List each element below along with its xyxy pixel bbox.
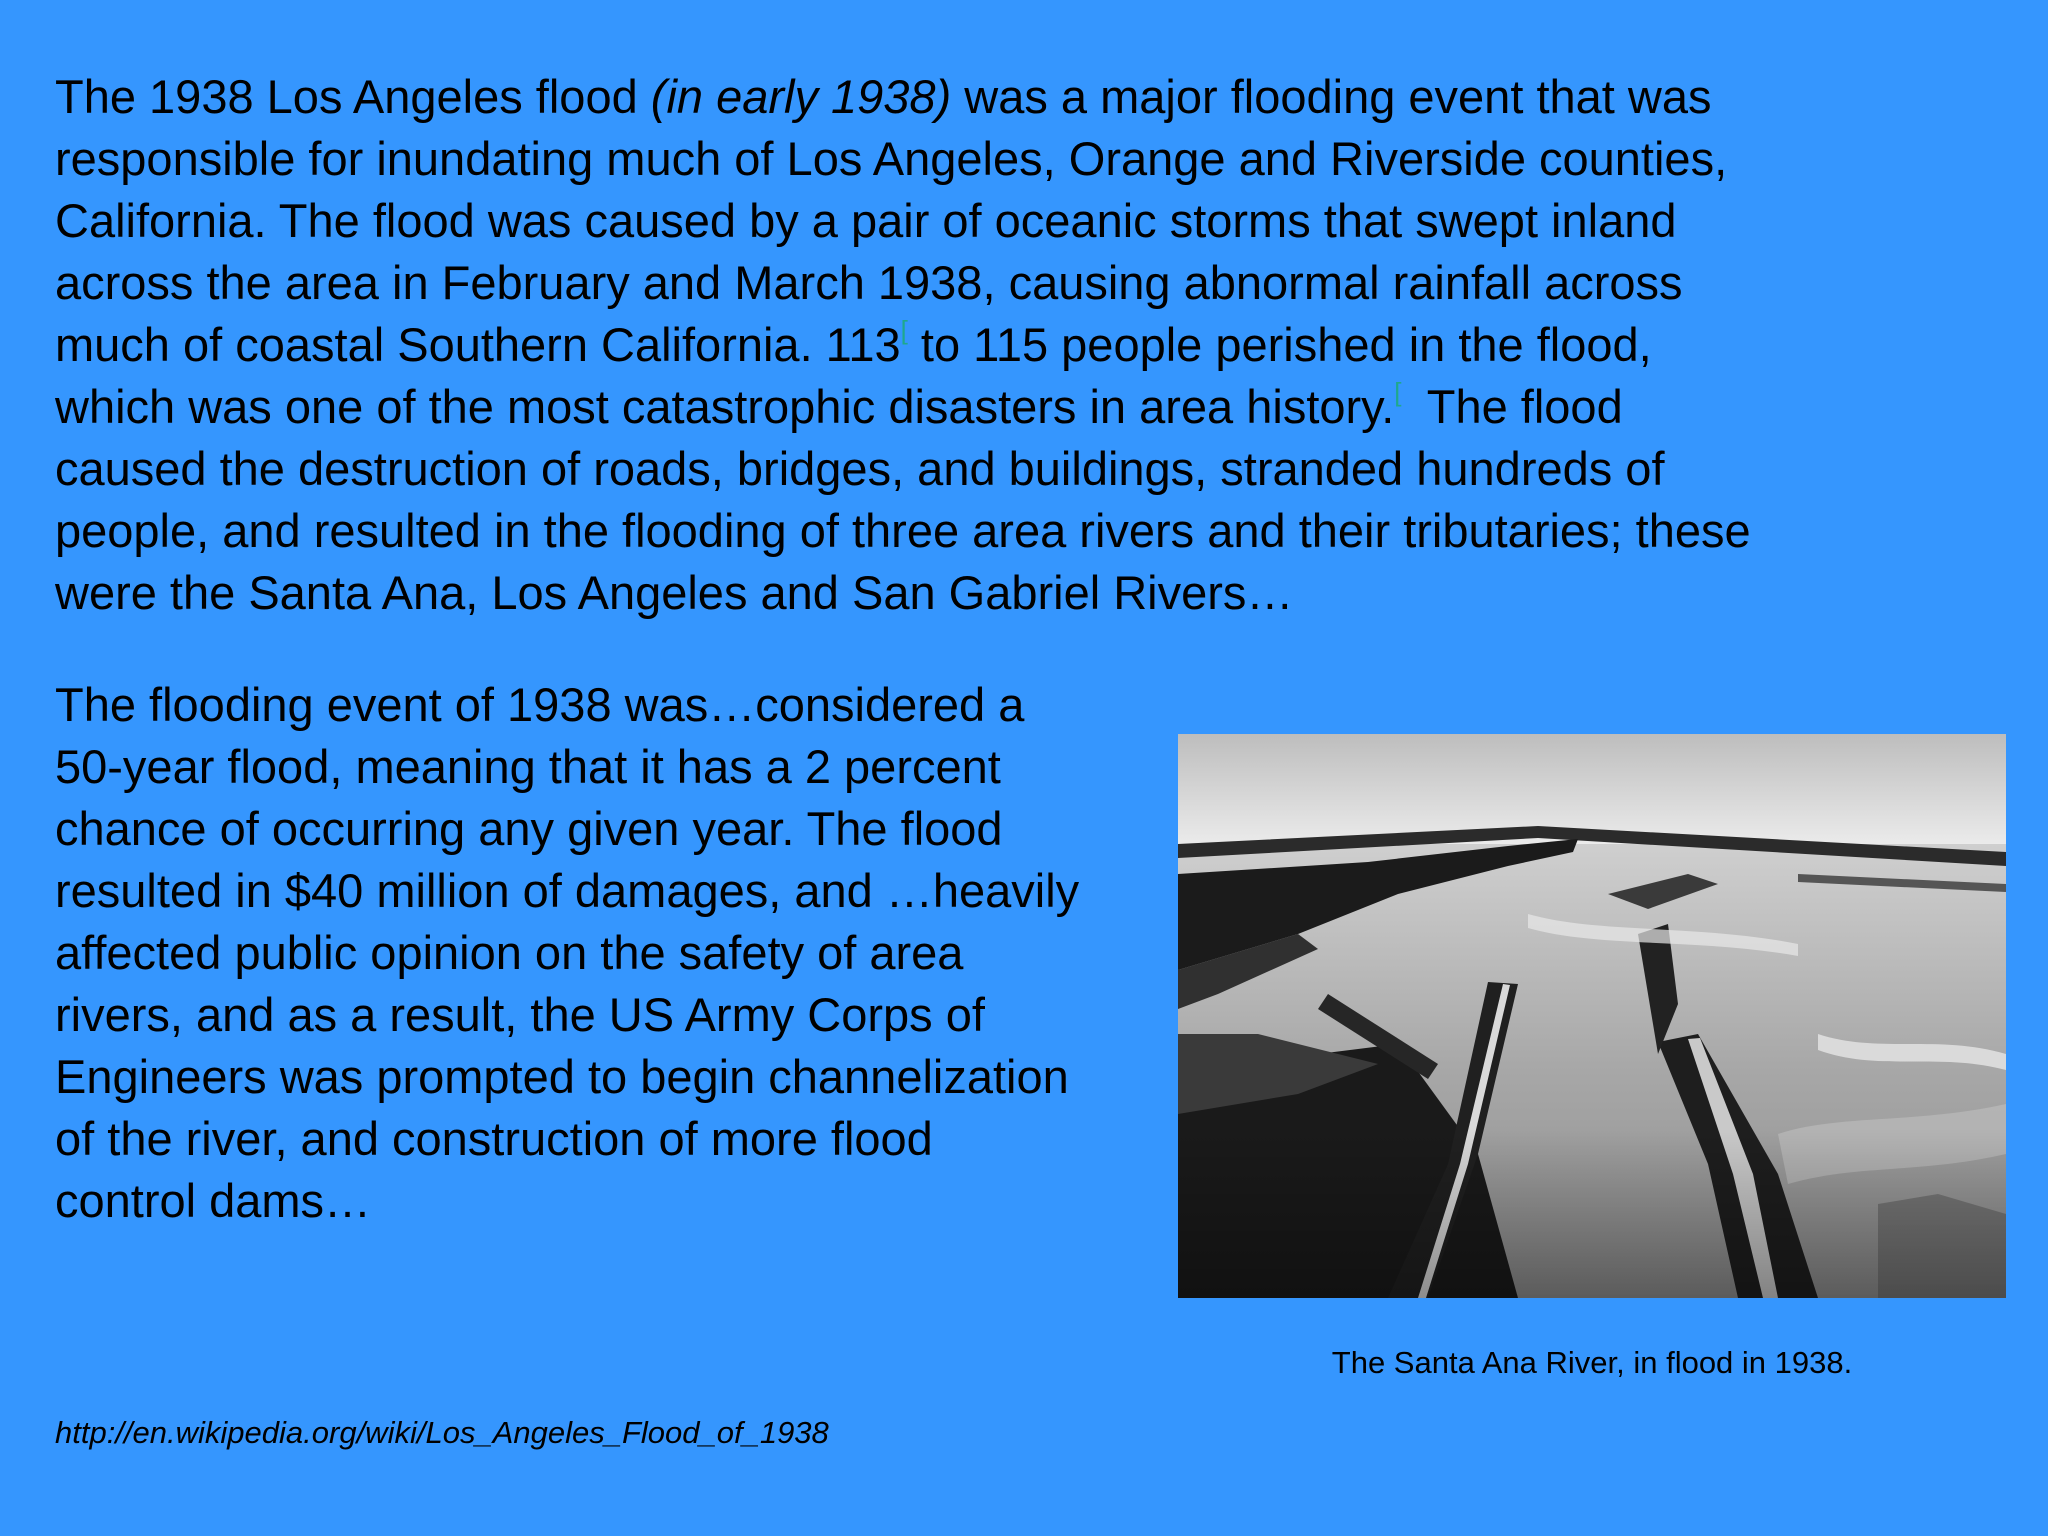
impact-line: of the river, and construction of more flood bbox=[55, 1112, 933, 1165]
flood-photo-illustration bbox=[1178, 734, 2006, 1298]
impact-paragraph bbox=[55, 674, 1079, 1232]
flood-photo bbox=[1178, 734, 2006, 1298]
intro-paragraph bbox=[55, 66, 1751, 624]
intro-line-4: across the area in February and March 1938, causing abnormal rainfall across bbox=[55, 256, 1683, 309]
intro-line-1: The 1938 Los Angeles flood (in early 1938) was a major flooding event that was bbox=[55, 70, 1712, 123]
impact-line: chance of occurring any given year. The flood bbox=[55, 802, 1003, 855]
intro-line-9: were the Santa Ana, Los Angeles and San Gabriel Rivers… bbox=[55, 566, 1294, 619]
photo-caption: The Santa Ana River, in flood in 1938. bbox=[1331, 1345, 1853, 1380]
citation-link-2[interactable]: [ bbox=[1394, 377, 1402, 407]
impact-line: rivers, and as a result, the US Army Corps of bbox=[55, 988, 985, 1041]
impact-line: control dams… bbox=[55, 1174, 372, 1227]
intro-line-3: California. The flood was caused by a pair of oceanic storms that swept inland bbox=[55, 194, 1677, 247]
impact-line: Engineers was prompted to begin channelization bbox=[55, 1050, 1069, 1103]
intro-line-2: responsible for inundating much of Los Angeles, Orange and Riverside counties, bbox=[55, 132, 1728, 185]
citation-link-1[interactable]: [ bbox=[900, 315, 908, 345]
intro-line-6: which was one of the most catastrophic disasters in area history.[ The flood bbox=[55, 377, 1623, 433]
intro-line-8: people, and resulted in the flooding of three area rivers and their tributaries; these bbox=[55, 504, 1751, 557]
impact-line: resulted in $40 million of damages, and …heavily bbox=[55, 864, 1080, 917]
intro-line-7: caused the destruction of roads, bridges, and buildings, stranded hundreds of bbox=[55, 442, 1665, 495]
impact-line: The flooding event of 1938 was…considered a bbox=[55, 678, 1025, 731]
date-emphasis: (in early 1938) bbox=[650, 70, 952, 123]
impact-line: 50-year flood, meaning that it has a 2 percent bbox=[55, 740, 1001, 793]
source-url: http://en.wikipedia.org/wiki/Los_Angeles_Flood_of_1938 bbox=[55, 1415, 829, 1450]
impact-line: affected public opinion on the safety of area bbox=[55, 926, 964, 979]
intro-line-5: much of coastal Southern California. 113[ to 115 people perished in the flood, bbox=[55, 315, 1652, 371]
